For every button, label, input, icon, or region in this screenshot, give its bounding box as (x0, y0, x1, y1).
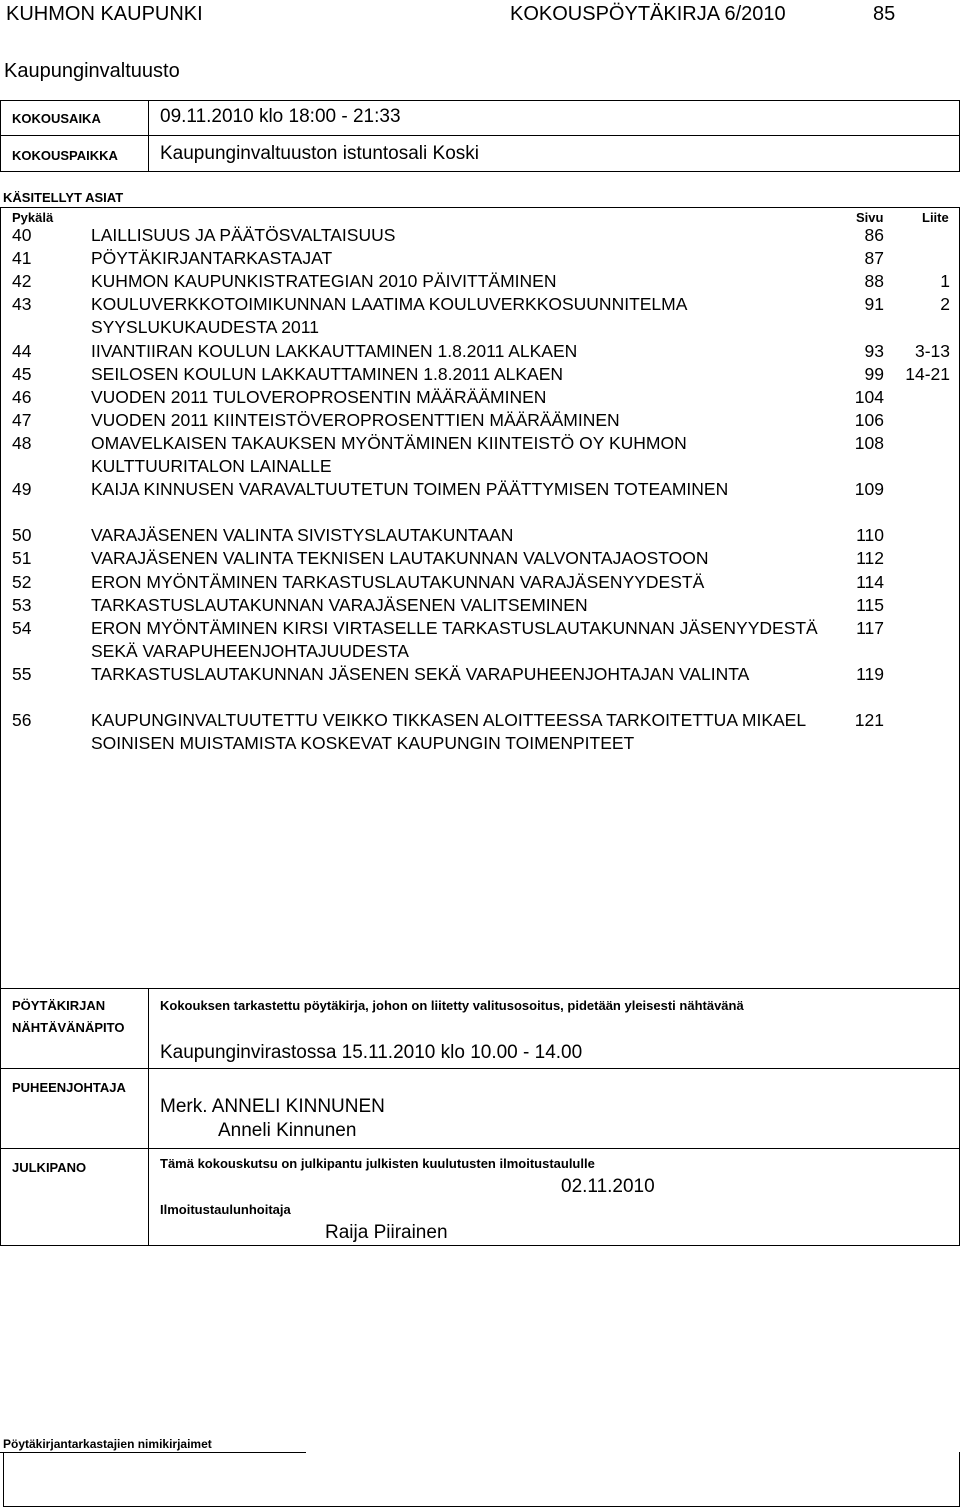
pk-label-1: PÖYTÄKIRJAN (12, 998, 106, 1013)
chair-label: PUHEENJOHTAJA (12, 1080, 126, 1095)
agenda-number: 44 (12, 340, 32, 361)
agenda-title: LAILLISUUS JA PÄÄTÖSVALTAISUUS (91, 225, 396, 245)
agenda-sivu: 87 (864, 248, 884, 269)
agenda-title: TARKASTUSLAUTAKUNNAN JÄSENEN SEKÄ VARAPUHEENJOHTAJAN VALINTA (91, 663, 750, 684)
agenda-number: 50 (12, 525, 32, 546)
agenda-sivu: 99 (864, 363, 884, 384)
agenda-title: VUODEN 2011 KIINTEISTÖVEROPROSENTTIEN MÄÄRÄÄMINEN (91, 409, 620, 430)
board-name: Raija Piirainen (325, 1222, 448, 1243)
agenda-title: KUHMON KAUPUNKISTRATEGIAN 2010 PÄIVITTÄMINEN (91, 271, 557, 292)
column-pykala: Pykälä (12, 210, 54, 225)
agenda-number: 47 (12, 409, 32, 430)
page-number: 85 (873, 3, 896, 25)
agenda-number: 51 (12, 548, 32, 569)
agenda-heading: KÄSITELLYT ASIAT (3, 190, 124, 205)
meeting-info-box (0, 100, 960, 172)
agenda-sivu: 114 (856, 571, 884, 592)
org-name: KUHMON KAUPUNKI (6, 3, 203, 25)
agenda-number: 49 (12, 479, 32, 500)
agenda-sivu: 121 (854, 710, 884, 731)
agenda-sivu: 106 (854, 409, 884, 430)
agenda-number: 42 (12, 271, 32, 292)
meeting-time-label: KOKOUSAIKA (12, 111, 101, 126)
footer-row-divider-1 (0, 1068, 960, 1069)
footer-divider (148, 988, 149, 1246)
agenda-title: KAIJA KINNUSEN VARAVALTUUTETUN TOIMEN PÄÄTTYMISEN TOTEAMINEN (91, 479, 729, 500)
agenda-number: 55 (12, 663, 32, 684)
agenda-number: 54 (12, 617, 32, 638)
agenda-title: PÖYTÄKIRJANTARKASTAJAT (91, 248, 333, 269)
agenda-number: 43 (12, 294, 32, 315)
agenda-title: VUODEN 2011 TULOVEROPROSENTIN MÄÄRÄÄMINEN (91, 386, 547, 407)
agenda-title: IIVANTIIRAN KOULUN LAKKAUTTAMINEN 1.8.2011 ALKAEN (91, 340, 578, 361)
agenda-liite: 2 (940, 294, 950, 315)
agenda-number: 53 (12, 594, 32, 615)
meeting-time-value: 09.11.2010 klo 18:00 - 21:33 (160, 106, 401, 127)
footer-box (0, 988, 960, 1246)
agenda-number: 46 (12, 386, 32, 407)
signature-box (3, 1452, 960, 1507)
signatures-label: Pöytäkirjantarkastajien nimikirjaimet (3, 1437, 212, 1451)
agenda-sivu: 86 (864, 225, 884, 245)
council-name: Kaupunginvaltuusto (4, 60, 180, 82)
agenda-sivu: 104 (854, 386, 884, 407)
column-liite: Liite (922, 210, 949, 225)
agenda-title: ERON MYÖNTÄMINEN KIRSI VIRTASELLE TARKASTUSLAUTAKUNNAN JÄSENYYDESTÄ SEKÄ VARAPUHEENJOHTAJUUDESTA (91, 617, 818, 661)
pk-label-2: NÄHTÄVÄNÄPITO (12, 1020, 125, 1035)
pk-text: Kokouksen tarkastettu pöytäkirja, johon on liitetty valitusosoitus, pidetään yleisesti nähtävänä (160, 998, 744, 1013)
agenda-title: KOULUVERKKOTOIMIKUNNAN LAATIMA KOULUVERKKOSUUNNITELMA SYYSLUKUKAUDESTA 2011 (91, 294, 687, 338)
agenda-title: VARAJÄSENEN VALINTA TEKNISEN LAUTAKUNNAN VALVONTAJAOSTOON (91, 548, 709, 569)
agenda-sivu: 112 (856, 548, 884, 569)
chair-name: Anneli Kinnunen (218, 1120, 357, 1141)
agenda-title: KAUPUNGINVALTUUTETTU VEIKKO TIKKASEN ALOITTEESSA TARKOITETTUA MIKAEL SOINISEN MUISTAMISTA KOSKEVAT KAUPUNGIN TOIMENPITEET (91, 710, 806, 754)
agenda-sivu: 109 (854, 479, 884, 500)
agenda-title: TARKASTUSLAUTAKUNNAN VARAJÄSENEN VALITSEMINEN (91, 594, 588, 615)
agenda-sivu: 93 (864, 340, 884, 361)
meeting-place-label: KOKOUSPAIKKA (12, 148, 118, 163)
agenda-sivu: 91 (864, 294, 884, 315)
agenda-number: 48 (12, 432, 32, 453)
agenda-sivu: 88 (864, 271, 884, 292)
agenda-liite: 3-13 (914, 340, 950, 361)
public-text: Tämä kokouskutsu on julkipantu julkisten kuulutusten ilmoitustaululle (160, 1156, 595, 1171)
agenda-sivu: 117 (856, 617, 884, 638)
agenda-number: 52 (12, 571, 32, 592)
agenda-title: OMAVELKAISEN TAKAUKSEN MYÖNTÄMINEN KIINTEISTÖ OY KUHMON KULTTUURITALON LAINALLE (91, 432, 687, 476)
agenda-sivu: 119 (856, 663, 884, 684)
meeting-place-value: Kaupunginvaltuuston istuntosali Koski (160, 143, 479, 164)
chair-signature: Merk. ANNELI KINNUNEN (160, 1096, 385, 1117)
agenda-title: ERON MYÖNTÄMINEN TARKASTUSLAUTAKUNNAN VARAJÄSENYYDESTÄ (91, 571, 705, 592)
agenda-number: 56 (12, 710, 32, 731)
meeting-row-divider (0, 135, 960, 136)
agenda-sivu: 115 (856, 594, 884, 615)
agenda-title: VARAJÄSENEN VALINTA SIVISTYSLAUTAKUNTAAN (91, 525, 514, 546)
agenda-liite: 1 (940, 271, 950, 292)
agenda-sivu: 110 (856, 525, 884, 546)
meeting-divider (148, 100, 149, 172)
footer-row-divider-2 (0, 1148, 960, 1149)
agenda-number: 40 (12, 225, 32, 245)
document-title: KOKOUSPÖYTÄKIRJA 6/2010 (510, 3, 786, 25)
agenda-title: SEILOSEN KOULUN LAKKAUTTAMINEN 1.8.2011 ALKAEN (91, 363, 564, 384)
agenda-number: 45 (12, 363, 32, 384)
agenda-liite: 14-21 (905, 363, 950, 384)
board-label: Ilmoitustaulunhoitaja (160, 1202, 291, 1217)
public-label: JULKIPANO (12, 1160, 87, 1175)
public-date: 02.11.2010 (561, 1176, 655, 1197)
column-sivu: Sivu (856, 210, 884, 225)
agenda-sivu: 108 (854, 432, 884, 453)
pk-place: Kaupunginvirastossa 15.11.2010 klo 10.00 - 14.00 (160, 1042, 583, 1063)
agenda-number: 41 (12, 248, 32, 269)
